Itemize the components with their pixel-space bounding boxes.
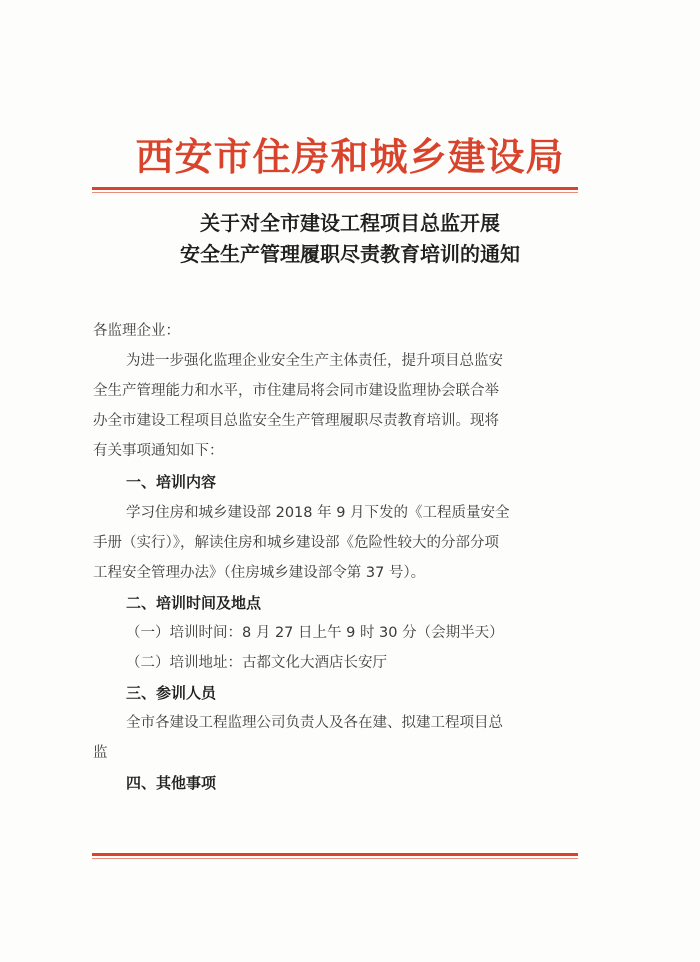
intro-line: 有关事项通知如下：: [93, 443, 224, 459]
intro-line: 全生产管理能力和水平，市住建局将会同市建设监理协会联合举: [93, 383, 499, 399]
header-red-rule: [92, 187, 578, 190]
training-place: （二）培训地址：古都文化大酒店长安厅: [126, 655, 387, 671]
footer-red-rule: [92, 853, 578, 856]
section3-line: 全市各建设工程监理公司负责人及各在建、拟建工程项目总: [126, 715, 503, 731]
section-heading-training-content: 一、培训内容: [126, 473, 217, 491]
document-title-line-1: 关于对全市建设工程项目总监开展: [200, 211, 500, 235]
section-heading-time-place: 二、培训时间及地点: [126, 594, 262, 612]
section3-line: 监: [93, 745, 108, 761]
section1-line: 工程安全管理办法》（住房城乡建设部令第 37 号）。: [93, 565, 426, 581]
training-time: （一）培训时间：8 月 27 日上午 9 时 30 分（会期半天）: [126, 625, 504, 641]
footer-red-rule-thin: [92, 858, 578, 859]
intro-line: 为进一步强化监理企业安全生产主体责任，提升项目总监安: [126, 353, 503, 369]
issuing-agency-header: 西安市住房和城乡建设局: [135, 134, 565, 179]
section-heading-participants: 三、参训人员: [126, 684, 217, 702]
section1-line: 手册（实行）》，解读住房和城乡建设部《危险性较大的分部分项: [93, 535, 499, 551]
section-heading-other-matters: 四、其他事项: [126, 774, 217, 792]
salutation: 各监理企业：: [93, 323, 180, 339]
intro-line: 办全市建设工程项目总监安全生产管理履职尽责教育培训。现将: [93, 413, 499, 429]
header-red-rule-thin: [92, 192, 578, 193]
document-title-line-2: 安全生产管理履职尽责教育培训的通知: [180, 242, 520, 266]
section1-line: 学习住房和城乡建设部 2018 年 9 月下发的《工程质量安全: [126, 505, 510, 521]
